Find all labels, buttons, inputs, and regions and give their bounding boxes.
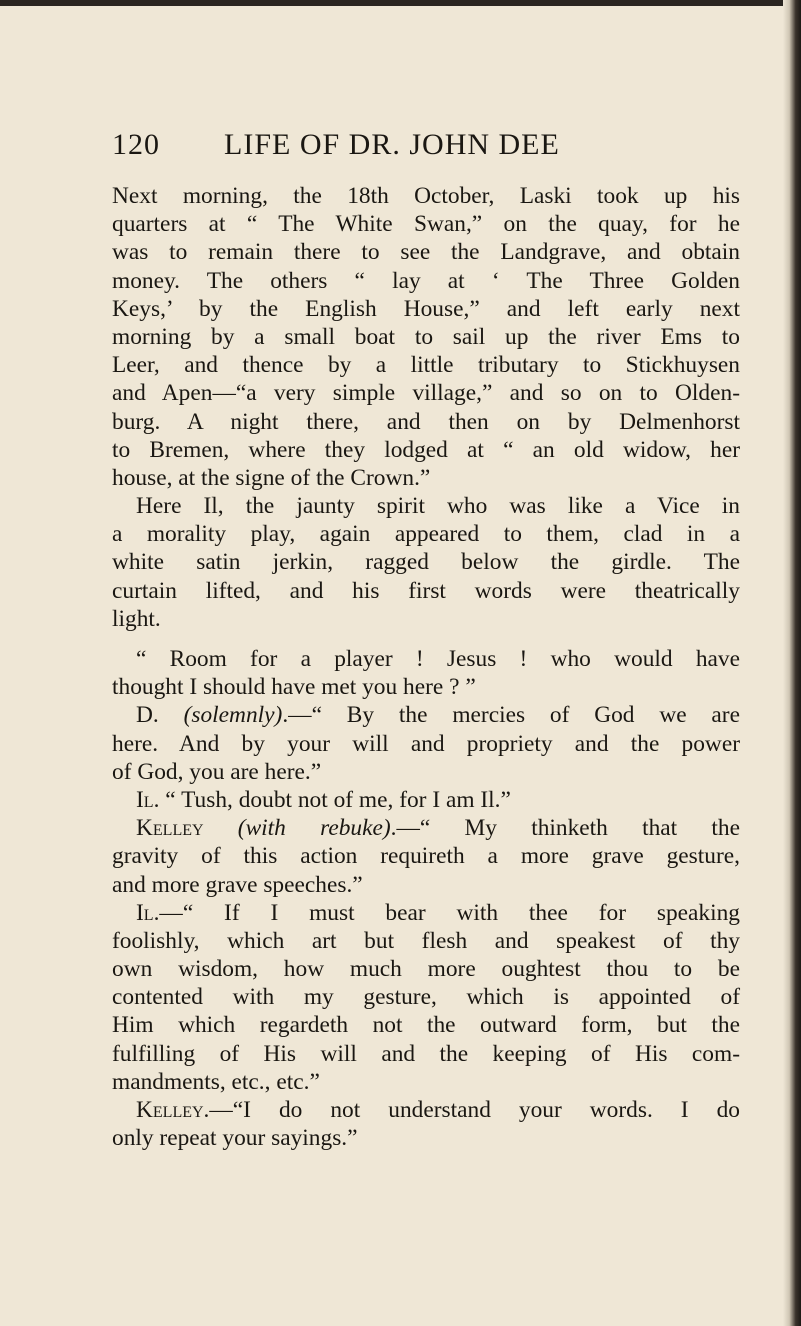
text-line: fulfilling of His will and the keeping of His com- [112, 1040, 740, 1067]
text-line: Next morning, the 18th October, Laski took up his [112, 183, 740, 209]
text-line: Keys,’ by the English House,” and left early next [112, 295, 740, 322]
text-line: Him which regardeth not the outward form, but the [112, 1012, 740, 1039]
text-line: contented with my gesture, which is appointed of [112, 984, 740, 1011]
paragraph-3 [112, 645, 740, 701]
text-line: “ Room for a player ! Jesus ! who would have [136, 646, 740, 672]
text-line [112, 899, 740, 927]
text-line: of God, you are here.” [112, 758, 322, 785]
text-line: mandments, etc., etc.” [112, 1068, 320, 1095]
text-line [112, 1096, 740, 1124]
text-line [112, 786, 740, 814]
text-line: only repeat your sayings.” [112, 1125, 358, 1152]
speaker-name: D. [136, 702, 159, 729]
paragraph-6 [112, 814, 740, 899]
text-line: a morality play, again appeared to them, clad in a [112, 521, 740, 548]
line-text: .—“ My thinketh that the [390, 815, 740, 842]
text-line: here. And by your will and propriety and the power [112, 730, 740, 757]
speaker-name: Il. [136, 786, 160, 813]
line-text: —“I do not understand your words. I do [209, 1097, 740, 1123]
text-line: quarters at “ The White Swan,” on the quay, for he [112, 211, 740, 238]
stage-direction: (solemnly) [183, 702, 283, 729]
text-line: and Apen—“a very simple village,” and so on to Olden- [112, 380, 740, 407]
text-line: light. [112, 605, 161, 632]
text-line: morning by a small boat to sail up the river Ems to [112, 323, 740, 350]
paragraph-1 [112, 182, 740, 492]
line-text: “ Tush, doubt not of me, for I am Il.” [159, 786, 511, 813]
text-line: thought I should have met you here ? ” [112, 674, 476, 701]
text-line: money. The others “ lay at ‘ The Three Golden [112, 267, 740, 294]
paragraph-gap [112, 633, 740, 645]
text-line: to Bremen, where they lodged at “ an old widow, her [112, 436, 740, 463]
text-line [112, 701, 740, 729]
page-binding-edge [783, 0, 801, 1326]
page-top-edge [0, 0, 801, 6]
text-line: Here Il, the jaunty spirit who was like a Vice in [136, 493, 740, 520]
paragraph-4 [112, 701, 740, 786]
text-line: and more grave speeches.” [112, 871, 363, 898]
text-line: own wisdom, how much more oughtest thou to be [112, 956, 740, 983]
text-line: house, at the signe of the Crown.” [112, 464, 431, 491]
text-line: gravity of this action requireth a more grave gesture, [112, 843, 740, 870]
text-line [112, 814, 740, 842]
body-text [112, 182, 740, 1152]
text-line: curtain lifted, and his first words were theatrically [112, 577, 740, 604]
paragraph-2 [112, 492, 740, 633]
running-header [112, 128, 740, 172]
paragraph-5 [112, 786, 740, 814]
speaker-name: Kelley [136, 815, 204, 842]
text-line: white satin jerkin, ragged below the girdle. The [112, 549, 740, 576]
line-text: —“ If I must bear with thee for speaking [159, 899, 740, 926]
text-line: Leer, and thence by a little tributary to Stickhuysen [112, 352, 740, 379]
text-line: foolishly, which art but flesh and speakest of thy [112, 927, 740, 954]
paragraph-7 [112, 899, 740, 1096]
speaker-name: Kelley. [136, 1097, 210, 1123]
running-title: LIFE OF DR. JOHN DEE [224, 128, 560, 161]
stage-direction: (with rebuke) [237, 815, 391, 842]
text-line: was to remain there to see the Landgrave, and obtain [112, 239, 740, 266]
text-line: burg. A night there, and then on by Delmenhorst [112, 408, 740, 435]
line-text: .—“ By the mercies of God we are [282, 702, 740, 729]
book-page [112, 128, 740, 1152]
page-number: 120 [112, 128, 160, 161]
speaker-name: Il. [136, 899, 160, 926]
paragraph-8 [112, 1096, 740, 1152]
